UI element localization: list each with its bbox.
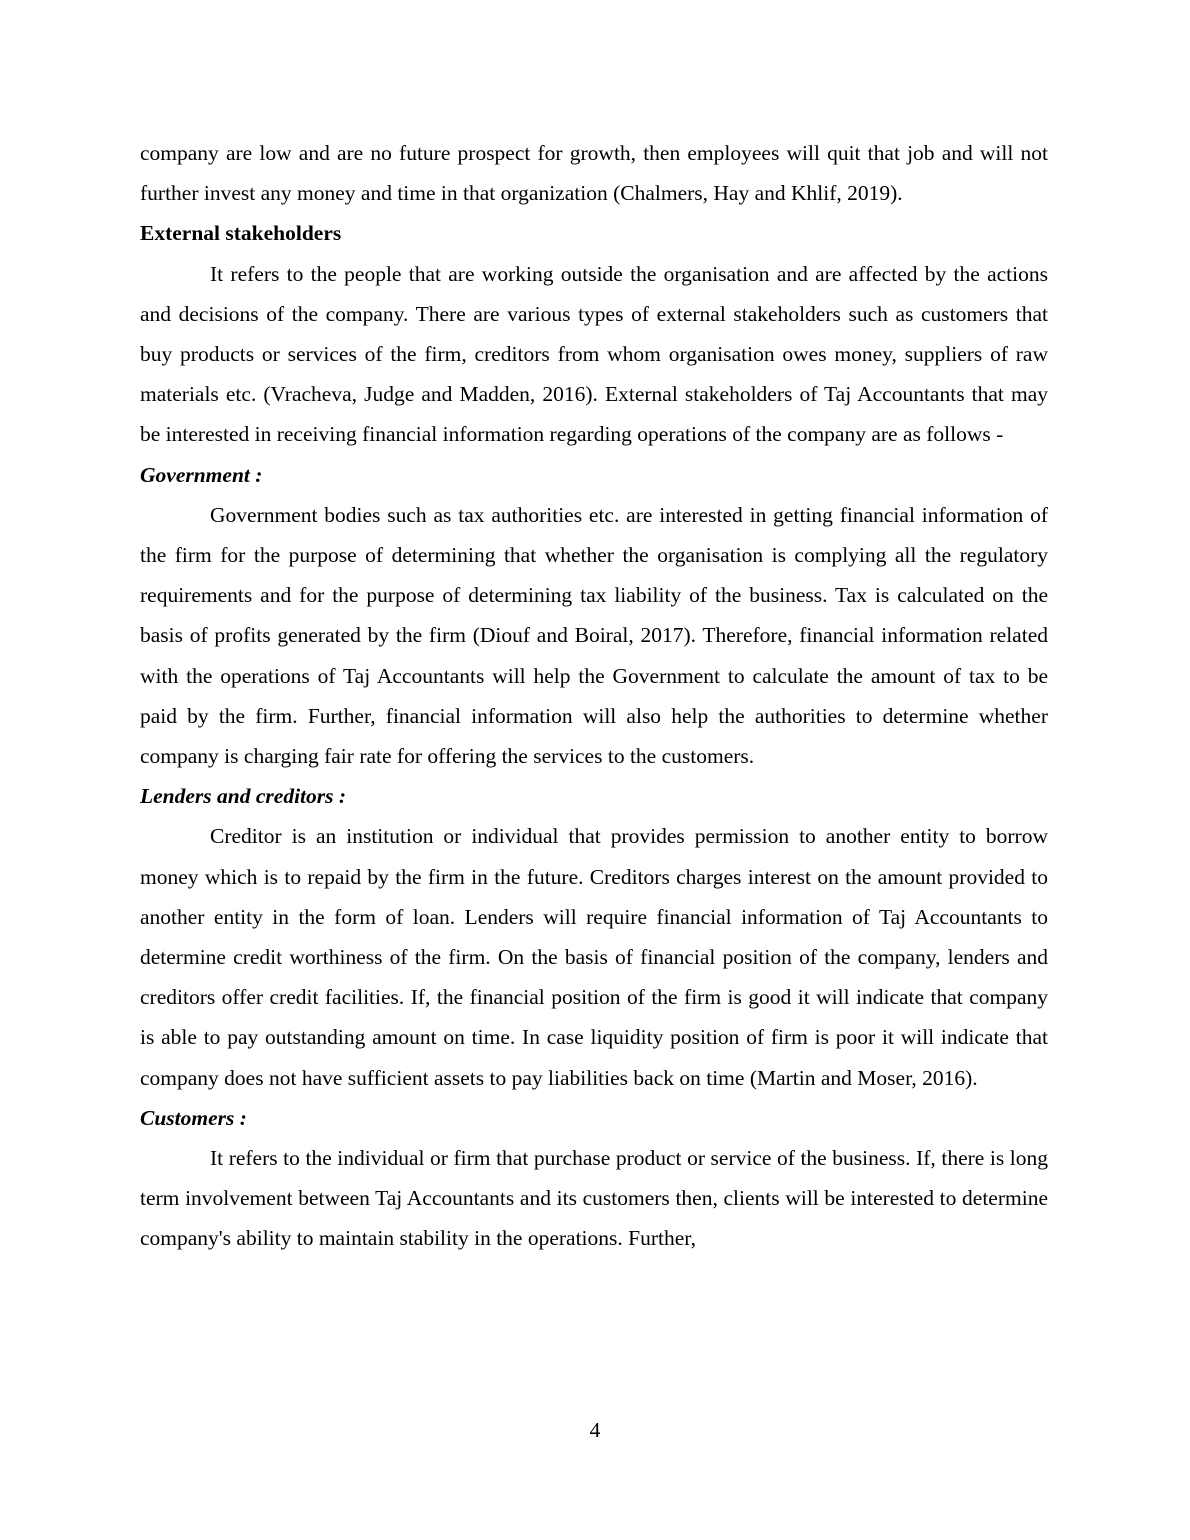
heading-customers: Customers : <box>140 1105 247 1130</box>
paragraph-lenders-creditors: Creditor is an institution or individual that provides permission to another entity to borrow money which is to repaid by the firm in the future. Creditors charges interest on the amount provided to another entity in the form of loan. Lenders will require financial information of Taj Accountants to determine credit worthiness of the firm. On the basis of financial position of the company, lenders and creditors offer credit facilities. If, the financial position of the firm is good it will indicate that company is able to pay outstanding amount on time. In case liquidity position of firm is poor it will indicate that company does not have sufficient assets to pay liabilities back on time (Martin and Moser, 2016). <box>140 824 1048 1090</box>
paragraph-employees-continuation: company are low and are no future prospect for growth, then employees will quit that job and will not further invest any money and time in that organization (Chalmers, Hay and Khlif, 2019). <box>140 141 1048 206</box>
heading-external-stakeholders: External stakeholders <box>140 221 342 246</box>
heading-lenders-creditors: Lenders and creditors : <box>140 784 347 809</box>
heading-government: Government : <box>140 462 263 487</box>
page-number: 4 <box>589 1418 601 1442</box>
paragraph-customers: It refers to the individual or firm that purchase product or service of the business. If, there is long term involvement between Taj Accountants and its customers then, clients will be interested to determine company's ability to maintain stability in the operations. Further, <box>140 1146 1048 1251</box>
paragraph-external-stakeholders: It refers to the people that are working outside the organisation and are affected by the actions and decisions of the company. There are various types of external stakeholders such as customers that buy products or services of the firm, creditors from whom organisation owes money, suppliers of raw materials etc. (Vracheva, Judge and Madden, 2016). External stakeholders of Taj Accountants that may be interested in receiving financial information regarding operations of the company are as follows - <box>140 261 1048 447</box>
paragraph-government: Government bodies such as tax authorities etc. are interested in getting financial information of the firm for the purpose of determining that whether the organisation is complying all the regulatory requirements and for the purpose of determining tax liability of the business. Tax is calculated on the basis of profits generated by the firm (Diouf and Boiral, 2017). Therefore, financial information related with the operations of Taj Accountants will help the Government to calculate the amount of tax to be paid by the firm. Further, financial information will also help the authorities to determine whether company is charging fair rate for offering the services to the customers. <box>140 502 1048 769</box>
document-page-body <box>140 133 1048 1259</box>
